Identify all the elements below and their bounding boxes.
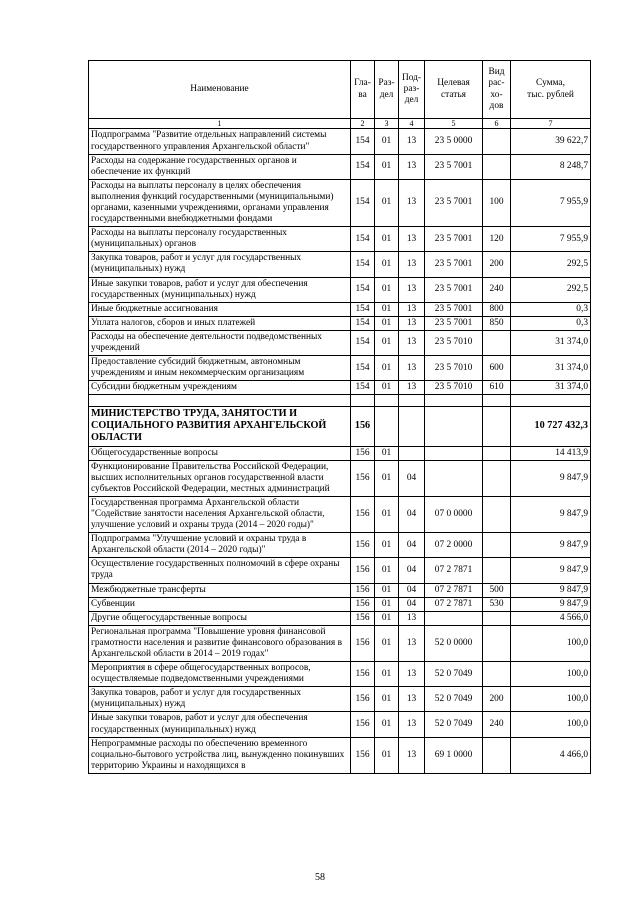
row-amount: 7 955,9 (511, 227, 591, 252)
row-amount: 14 413,9 (511, 446, 591, 460)
row-glava: 156 (351, 583, 375, 597)
row-razdel: 01 (375, 179, 399, 226)
row-podrazdel: 13 (399, 381, 425, 395)
table-row (89, 611, 591, 625)
row-glava: 156 (351, 496, 375, 532)
row-podrazdel: 13 (399, 302, 425, 316)
row-razdel: 01 (375, 252, 399, 277)
row-glava: 154 (351, 129, 375, 154)
row-amount: 31 374,0 (511, 356, 591, 381)
row-target: 52 0 0000 (425, 625, 483, 661)
column-number: 2 (351, 119, 375, 129)
row-podrazdel: 13 (399, 712, 425, 737)
row-glava: 156 (351, 712, 375, 737)
row-razdel: 01 (375, 302, 399, 316)
table-row (89, 625, 591, 661)
row-razdel: 01 (375, 583, 399, 597)
row-podrazdel: 13 (399, 179, 425, 226)
row-razdel (375, 395, 399, 407)
row-name: МИНИСТЕРСТВО ТРУДА, ЗАНЯТОСТИ И СОЦИАЛЬНОГО РАЗВИТИЯ АРХАНГЕЛЬСКОЙ ОБЛАСТИ (89, 407, 351, 446)
row-name: Непрограммные расходы по обеспечению временного социально-бытового устройства лиц, вынужденно покинувших территорию Украины и находящихся в (89, 737, 351, 773)
row-amount: 8 248,7 (511, 154, 591, 179)
row-vid (483, 330, 511, 355)
row-amount: 100,0 (511, 712, 591, 737)
row-podrazdel: 13 (399, 316, 425, 330)
row-podrazdel: 13 (399, 662, 425, 687)
row-vid: 530 (483, 597, 511, 611)
row-name: Межбюджетные трансферты (89, 583, 351, 597)
row-amount: 9 847,9 (511, 583, 591, 597)
row-vid: 240 (483, 712, 511, 737)
table-row (89, 460, 591, 496)
row-target: 23 5 7001 (425, 179, 483, 226)
row-glava: 154 (351, 381, 375, 395)
row-target: 07 2 7871 (425, 597, 483, 611)
row-name: Расходы на обеспечение деятельности подведомственных учреждений (89, 330, 351, 355)
row-name: Мероприятия в сфере общегосударственных вопросов, осуществляемые подведомственными учреждениями (89, 662, 351, 687)
row-target: 23 5 7001 (425, 302, 483, 316)
row-glava: 154 (351, 277, 375, 302)
row-name: Предоставление субсидий бюджетным, автономным учреждениям и иным некоммерческим организациям (89, 356, 351, 381)
row-glava: 154 (351, 316, 375, 330)
row-podrazdel: 13 (399, 356, 425, 381)
row-vid (483, 460, 511, 496)
row-glava: 156 (351, 611, 375, 625)
row-name: Подпрограмма "Улучшение условий и охраны труда в Архангельской области (2014 – 2020 годы)" (89, 533, 351, 558)
table-row (89, 277, 591, 302)
row-razdel: 01 (375, 154, 399, 179)
row-glava: 154 (351, 330, 375, 355)
row-vid (483, 533, 511, 558)
row-target: 23 5 7001 (425, 316, 483, 330)
row-amount: 9 847,9 (511, 597, 591, 611)
table-row (89, 496, 591, 532)
row-name: Подпрограмма "Развитие отдельных направлений системы государственного управления Архангельской области" (89, 129, 351, 154)
row-amount: 39 622,7 (511, 129, 591, 154)
table-row (89, 330, 591, 355)
header-podrazdel: Под- раз- дел (399, 61, 425, 119)
row-razdel: 01 (375, 227, 399, 252)
row-razdel: 01 (375, 277, 399, 302)
row-name (89, 395, 351, 407)
row-target: 23 5 7001 (425, 154, 483, 179)
row-glava: 154 (351, 302, 375, 316)
row-podrazdel: 13 (399, 625, 425, 661)
row-podrazdel (399, 446, 425, 460)
row-vid (483, 737, 511, 773)
table-row (89, 446, 591, 460)
header-sum: Сумма, тыс. рублей (511, 61, 591, 119)
row-razdel: 01 (375, 687, 399, 712)
row-amount: 9 847,9 (511, 460, 591, 496)
row-amount: 100,0 (511, 662, 591, 687)
row-podrazdel: 04 (399, 533, 425, 558)
row-razdel: 01 (375, 662, 399, 687)
row-glava: 154 (351, 356, 375, 381)
row-glava: 156 (351, 460, 375, 496)
row-amount: 0,3 (511, 302, 591, 316)
table-row (89, 381, 591, 395)
table-row (89, 154, 591, 179)
column-number: 7 (511, 119, 591, 129)
row-name: Другие общегосударственные вопросы (89, 611, 351, 625)
row-razdel: 01 (375, 737, 399, 773)
row-razdel: 01 (375, 558, 399, 583)
row-podrazdel: 04 (399, 496, 425, 532)
row-vid: 120 (483, 227, 511, 252)
budget-table (88, 60, 591, 774)
row-glava: 154 (351, 179, 375, 226)
row-podrazdel: 13 (399, 611, 425, 625)
table-row (89, 252, 591, 277)
header-row (89, 61, 591, 119)
row-vid (483, 611, 511, 625)
row-vid: 100 (483, 179, 511, 226)
row-target: 23 5 7010 (425, 381, 483, 395)
row-name: Закупка товаров, работ и услуг для государственных (муниципальных) нужд (89, 687, 351, 712)
table-body (89, 129, 591, 774)
row-razdel: 01 (375, 446, 399, 460)
row-amount: 4 566,0 (511, 611, 591, 625)
row-glava: 156 (351, 687, 375, 712)
row-podrazdel: 04 (399, 460, 425, 496)
row-podrazdel (399, 395, 425, 407)
row-vid: 610 (483, 381, 511, 395)
column-number: 1 (89, 119, 351, 129)
row-amount: 292,5 (511, 277, 591, 302)
header-razdel: Раз- дел (375, 61, 399, 119)
row-target: 52 0 7049 (425, 712, 483, 737)
row-glava (351, 395, 375, 407)
header-glava: Гла- ва (351, 61, 375, 119)
row-razdel: 01 (375, 625, 399, 661)
row-glava: 156 (351, 597, 375, 611)
column-number: 4 (399, 119, 425, 129)
table-row (89, 316, 591, 330)
row-target: 23 5 7001 (425, 227, 483, 252)
row-name: Субсидии бюджетным учреждениям (89, 381, 351, 395)
header-target: Целевая статья (425, 61, 483, 119)
row-glava: 156 (351, 662, 375, 687)
row-glava: 156 (351, 407, 375, 446)
row-amount (511, 395, 591, 407)
row-target (425, 460, 483, 496)
row-name: Закупка товаров, работ и услуг для государственных (муниципальных) нужд (89, 252, 351, 277)
row-podrazdel: 04 (399, 558, 425, 583)
row-podrazdel: 13 (399, 154, 425, 179)
row-name: Осуществление государственных полномочий в сфере охраны труда (89, 558, 351, 583)
row-podrazdel: 04 (399, 583, 425, 597)
row-vid: 850 (483, 316, 511, 330)
row-amount: 9 847,9 (511, 533, 591, 558)
row-target (425, 407, 483, 446)
column-number: 5 (425, 119, 483, 129)
table-row (89, 712, 591, 737)
row-vid: 200 (483, 687, 511, 712)
row-target: 69 1 0000 (425, 737, 483, 773)
table-header (89, 61, 591, 129)
row-podrazdel (399, 407, 425, 446)
row-razdel: 01 (375, 611, 399, 625)
row-target: 52 0 7049 (425, 662, 483, 687)
row-podrazdel: 04 (399, 597, 425, 611)
row-target: 23 5 0000 (425, 129, 483, 154)
row-name: Общегосударственные вопросы (89, 446, 351, 460)
row-target: 07 0 0000 (425, 496, 483, 532)
row-amount: 7 955,9 (511, 179, 591, 226)
row-razdel: 01 (375, 533, 399, 558)
row-name: Расходы на выплаты персоналу в целях обеспечения выполнения функций государственными (муниципальными) органами, казенными учреждениями, органами управления государственными внебюджетными фондами (89, 179, 351, 226)
row-vid: 800 (483, 302, 511, 316)
table-row (89, 302, 591, 316)
row-amount: 31 374,0 (511, 381, 591, 395)
row-amount: 4 466,0 (511, 737, 591, 773)
row-vid (483, 625, 511, 661)
row-amount: 292,5 (511, 252, 591, 277)
row-razdel: 01 (375, 381, 399, 395)
row-target: 23 5 7001 (425, 252, 483, 277)
row-glava: 154 (351, 154, 375, 179)
row-name: Иные закупки товаров, работ и услуг для обеспечения государственных (муниципальных) нужд (89, 712, 351, 737)
row-podrazdel: 13 (399, 277, 425, 302)
row-razdel: 01 (375, 460, 399, 496)
row-glava: 154 (351, 227, 375, 252)
row-vid (483, 558, 511, 583)
row-vid (483, 129, 511, 154)
row-glava: 156 (351, 446, 375, 460)
row-vid (483, 154, 511, 179)
row-glava: 154 (351, 252, 375, 277)
row-name: Функционирование Правительства Российской Федерации, высших исполнительных органов государственной власти субъектов Российской Федерации, местных администраций (89, 460, 351, 496)
column-number: 3 (375, 119, 399, 129)
row-target (425, 611, 483, 625)
row-target: 07 2 7871 (425, 558, 483, 583)
row-razdel: 01 (375, 129, 399, 154)
header-vid: Вид рас- хо- дов (483, 61, 511, 119)
row-target: 23 5 7010 (425, 356, 483, 381)
row-target (425, 395, 483, 407)
row-podrazdel: 13 (399, 330, 425, 355)
row-name: Расходы на выплаты персоналу государственных (муниципальных) органов (89, 227, 351, 252)
row-razdel (375, 407, 399, 446)
column-number-row (89, 119, 591, 129)
row-amount: 9 847,9 (511, 558, 591, 583)
row-vid (483, 446, 511, 460)
row-name: Региональная программа "Повышение уровня финансовой грамотности населения и развитие финансового образования в Архангельской области в 2014 – 2019 годах" (89, 625, 351, 661)
row-podrazdel: 13 (399, 737, 425, 773)
row-podrazdel: 13 (399, 252, 425, 277)
row-razdel: 01 (375, 330, 399, 355)
row-podrazdel: 13 (399, 687, 425, 712)
row-glava: 156 (351, 558, 375, 583)
row-amount: 31 374,0 (511, 330, 591, 355)
row-name: Государственная программа Архангельской области "Содействие занятости населения Архангельской области, улучшение условий и охраны труда (2014 – 2020 годы)" (89, 496, 351, 532)
row-glava: 156 (351, 533, 375, 558)
row-name: Субвенции (89, 597, 351, 611)
row-podrazdel: 13 (399, 129, 425, 154)
header-name: Наименование (89, 61, 351, 119)
row-target: 23 5 7001 (425, 277, 483, 302)
row-podrazdel: 13 (399, 227, 425, 252)
row-target: 23 5 7010 (425, 330, 483, 355)
page-number: 58 (315, 872, 325, 883)
table-row (89, 533, 591, 558)
row-vid: 500 (483, 583, 511, 597)
table-row (89, 407, 591, 446)
table-row (89, 662, 591, 687)
row-amount: 0,3 (511, 316, 591, 330)
row-vid: 200 (483, 252, 511, 277)
table-row (89, 583, 591, 597)
row-amount: 100,0 (511, 687, 591, 712)
row-vid (483, 407, 511, 446)
row-target: 07 2 7871 (425, 583, 483, 597)
row-target: 52 0 7049 (425, 687, 483, 712)
row-name: Иные бюджетные ассигнования (89, 302, 351, 316)
table-row (89, 558, 591, 583)
table-row (89, 129, 591, 154)
table-row (89, 179, 591, 226)
row-vid: 600 (483, 356, 511, 381)
column-number: 6 (483, 119, 511, 129)
table-row (89, 737, 591, 773)
row-amount: 100,0 (511, 625, 591, 661)
row-target (425, 446, 483, 460)
row-name: Иные закупки товаров, работ и услуг для обеспечения государственных (муниципальных) нужд (89, 277, 351, 302)
table-row (89, 356, 591, 381)
table-row (89, 395, 591, 407)
row-glava: 156 (351, 737, 375, 773)
row-razdel: 01 (375, 712, 399, 737)
row-razdel: 01 (375, 597, 399, 611)
row-name: Уплата налогов, сборов и иных платежей (89, 316, 351, 330)
row-amount: 9 847,9 (511, 496, 591, 532)
row-glava: 156 (351, 625, 375, 661)
row-vid (483, 662, 511, 687)
row-vid: 240 (483, 277, 511, 302)
row-amount: 10 727 432,3 (511, 407, 591, 446)
row-vid (483, 395, 511, 407)
row-razdel: 01 (375, 356, 399, 381)
row-name: Расходы на содержание государственных органов и обеспечение их функций (89, 154, 351, 179)
row-target: 07 2 0000 (425, 533, 483, 558)
row-razdel: 01 (375, 496, 399, 532)
table-row (89, 597, 591, 611)
table-row (89, 227, 591, 252)
row-razdel: 01 (375, 316, 399, 330)
table-row (89, 687, 591, 712)
row-vid (483, 496, 511, 532)
